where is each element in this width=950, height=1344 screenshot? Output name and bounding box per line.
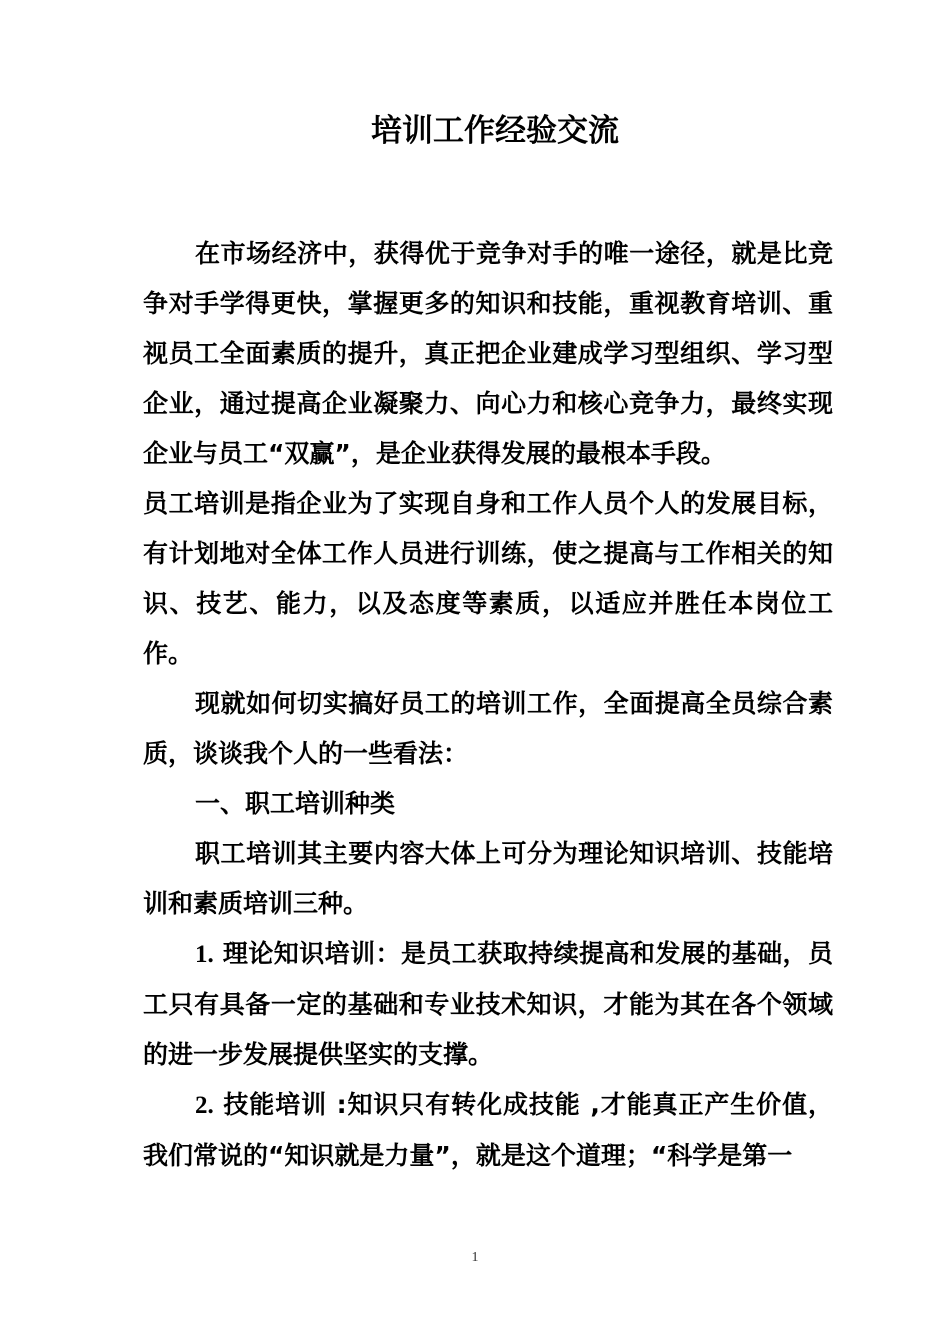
list-item-text: 理论知识培训：是员工获取持续提高和发展的基础，员工只有具备一定的基础和专业技术知识，才能为其在各个领域的进一步发展提供坚实的支撑。 (143, 939, 833, 1069)
page-number: 1 (471, 1250, 479, 1265)
paragraph-intro: 在市场经济中，获得优于竞争对手的唯一途径，就是比竞争对手学得更快，掌握更多的知识和技能，重视教育培训、重视员工全面素质的提升，真正把企业建成学习型组织、学习型企业，通过提高企业凝聚力、向心力和核心竞争力，最终实现企业与员工“双赢”，是企业获得发展的最根本手段。 (143, 239, 833, 468)
list-item-number: 2. (195, 1092, 214, 1119)
list-item-theory-training (143, 929, 833, 1080)
paragraph-training-types: 职工培训其主要内容大体上可分为理论知识培训、技能培训和素质培训三种。 (143, 839, 833, 918)
list-item-text: 技能培训 :知识只有转化成技能 ,才能真正产生价值，我们常说的“知识就是力量”，就是这个道理；“科学是第一 (143, 1090, 833, 1170)
document-body (143, 229, 833, 1181)
paragraph-definition: 员工培训是指企业为了实现自身和工作人员个人的发展目标，有计划地对全体工作人员进行训练，使之提高与工作相关的知识、技艺、能力，以及态度等素质，以适应并胜任本岗位工作。 (143, 489, 833, 668)
list-item-skill-training (143, 1080, 833, 1181)
list-item-number: 1. (195, 941, 214, 968)
document-title: 培训工作经验交流 (371, 113, 619, 149)
paragraph-opinion: 现就如何切实搞好员工的培训工作，全面提高全员综合素质，谈谈我个人的一些看法： (143, 689, 833, 768)
section-heading-training-types: 一、职工培训种类 (195, 789, 396, 818)
